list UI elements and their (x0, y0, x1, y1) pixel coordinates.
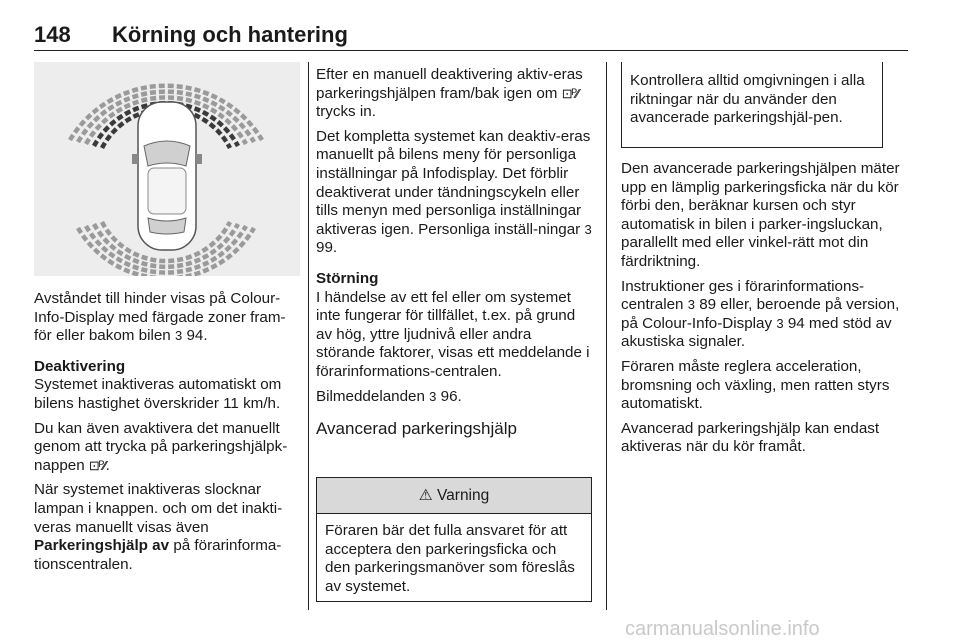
deactivation-lamp: När systemet inaktiveras slocknar lampan i knappen. och om det inakti-veras manuellt visas även Parkeringshjälp av på förarinforma-tionscentralen. (34, 481, 283, 573)
page-title: Körning och hantering (112, 22, 348, 47)
column-divider (606, 62, 607, 610)
instructions-text: Instruktioner ges i förarinformations-centralen 3 89 eller, beroende på version, på Colour-Info-Display 3 94 med stöd av akustiska signaler. (621, 277, 900, 351)
parking-sensor-illustration (34, 62, 300, 276)
warning-header (317, 478, 591, 514)
reference-arrow-icon: 3 (584, 221, 592, 237)
warning-title: Varning (436, 487, 490, 504)
forward-only-text: Avancerad parkeringshjälp kan endast aktiveras när du kör framåt. (621, 419, 880, 456)
reference-arrow-icon: 3 (429, 388, 437, 404)
note-box: Kontrollera alltid omgivningen i alla riktningar när du använder den avancerade parkeringshjäl-pen. (621, 62, 883, 148)
page-number: 148 (34, 22, 71, 47)
figure-caption: Avståndet till hinder visas på Colour-Info-Display med färgade zoner fram-för eller bakom bilen 3 94. (34, 290, 286, 345)
column-divider (308, 62, 309, 610)
column-3 (621, 160, 911, 463)
reference-arrow-icon: 3 (175, 328, 183, 344)
reference-arrow-icon: 3 (687, 297, 695, 313)
warning-triangle-icon: ⚠ (418, 487, 433, 504)
header-rule (34, 50, 908, 51)
driver-responsibility-text: Föraren måste reglera acceleration, bromsning och växling, men ratten styrs automatiskt. (621, 357, 890, 413)
vehicle-messages-ref: Bilmeddelanden 3 96. (316, 387, 462, 405)
parking-assist-button-icon: ⊡ᴾ⁄⁄ (88, 457, 106, 473)
reference-arrow-icon: 3 (776, 315, 784, 331)
column-2 (316, 66, 594, 453)
car-top-view-image (34, 62, 300, 276)
watermark: carmanualsonline.info (625, 618, 820, 640)
reactivation-text: Efter en manuell deaktivering aktiv-eras parkeringshjälpen fram/bak igen om ⊡ᴾ⁄⁄ trycks in. (316, 66, 583, 121)
car-body (132, 102, 202, 250)
system-deactivation-text: Det kompletta systemet kan deaktiv-eras manuellt på bilens meny för personliga inställningar på Infodisplay. Det förblir deaktiverat under tändningscykeln eller tills menyn med personliga inställningar aktiveras igen. Personliga inställ-ningar 3 99. (316, 127, 592, 257)
deactivation-section: Deaktivering Systemet inaktiveras automatiskt om bilens hastighet överskrider 11 km/h. (34, 358, 300, 414)
deactivation-manual: Du kan även avaktivera det manuellt genom att trycka på parkeringshjälpk-nappen ⊡ᴾ⁄⁄. (34, 419, 288, 474)
section-heading: Avancerad parkeringshjälp (316, 419, 517, 439)
warning-text: Föraren bär det fulla ansvaret för att acceptera den parkeringsficka och den parkeringsmanöver som föreslås av systemet. (325, 522, 575, 595)
fault-heading: Störning (316, 269, 379, 287)
advanced-parking-description: Den avancerade parkeringshjälpen mäter upp en lämplig parkeringsficka när du kör förbi den, beräknar kursen och styr automatisk in bilen i parker-ingsluckan, parallellt med eller vinkel-rätt mot din färdriktning. (621, 160, 900, 270)
message-text: Parkeringshjälp av (34, 537, 170, 555)
deactivation-heading: Deaktivering (34, 357, 126, 375)
warning-box (316, 477, 592, 602)
column-1 (34, 290, 300, 580)
fault-section: Störning I händelse av ett fel eller om systemet inte fungerar för tillfället, t.ex. på grund av hög, yttre ljudnivå eller andra störande faktorer, visas ett meddelande i förarinformations-centralen. (316, 270, 594, 382)
parking-assist-button-icon: ⊡ᴾ⁄⁄ (561, 85, 579, 101)
